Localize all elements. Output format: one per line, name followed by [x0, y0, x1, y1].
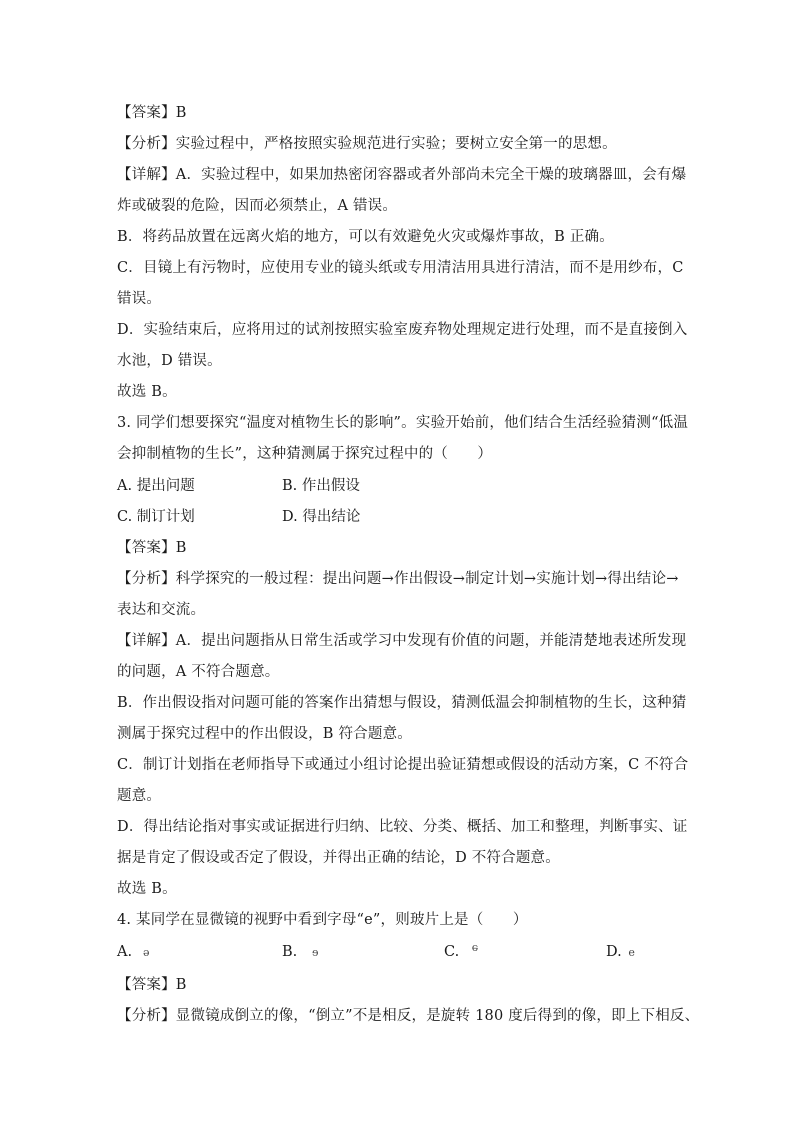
detail-line: 【详解】A．实验过程中，如果加热密闭容器或者外部尚未完全干燥的玻璃器皿，会有爆 [117, 167, 687, 183]
text-line: 据是肯定了假设或否定了假设，并得出正确的结论，D 不符合题意。 [117, 850, 560, 866]
q4-option-a-glyph: e [142, 947, 150, 960]
question-3-line: 3. 同学们想要探究“温度对植物生长的影响”。实验开始前，他们结合生活经验猜测“低温 [117, 415, 689, 431]
q4-option-d-label: D. [606, 944, 622, 960]
q3-option-c: C. 制订计划 [117, 509, 195, 525]
answer-line: 【答案】B [117, 105, 187, 121]
text-line: 错误。 [117, 291, 162, 307]
text-line: D．得出结论指对事实或证据进行归纳、比较、分类、概括、加工和整理，判断事实、证 [117, 819, 688, 835]
text-line: 测属于探究过程中的作出假设，B 符合题意。 [117, 726, 412, 742]
analysis-line: 【分析】实验过程中，严格按照实验规范进行实验；要树立安全第一的思想。 [117, 136, 617, 152]
q4-option-c [444, 942, 478, 963]
q4-option-a [117, 942, 149, 963]
text-line: 炸或破裂的危险，因而必须禁止，A 错误。 [117, 198, 398, 214]
q4-option-c-label: C. [444, 944, 460, 960]
text-line: 题意。 [117, 788, 162, 804]
text-line: D．实验结束后，应将用过的试剂按照实验室废弃物处理规定进行处理，而不是直接倒入 [117, 322, 688, 338]
text-line: 表达和交流。 [117, 602, 206, 618]
question-4-line: 4. 某同学在显微镜的视野中看到字母“e”，则玻片上是（ ） [117, 912, 528, 928]
q4-option-d-glyph: e [628, 946, 635, 959]
q4-option-b-glyph: e [311, 946, 319, 959]
analysis-line: 【分析】显微镜成倒立的像，“倒立”不是相反，是旋转 180 度后得到的像，即上下相反、 [117, 1008, 700, 1024]
q4-option-c-glyph: e [471, 942, 479, 955]
text-line: B．将药品放置在远离火焰的地方，可以有效避免火灾或爆炸事故，B 正确。 [117, 229, 614, 245]
q3-option-a: A. 提出问题 [117, 478, 195, 494]
conclusion-line: 故选 B。 [117, 384, 177, 400]
text-line: C．制订计划指在老师指导下或通过小组讨论提出验证猜想或假设的活动方案，C 不符合 [117, 757, 689, 773]
q4-option-a-label: A. [117, 944, 133, 960]
q3-option-d: D. 得出结论 [282, 509, 361, 525]
q3-option-b: B. 作出假设 [282, 478, 360, 494]
answer-line: 【答案】B [117, 977, 187, 993]
answer-line: 【答案】B [117, 540, 187, 556]
question-3-line: 会抑制植物的生长”，这种猜测属于探究过程中的（ ） [117, 446, 493, 462]
text-line: 水池，D 错误。 [117, 353, 222, 369]
text-line: B．作出假设指对问题可能的答案作出猜想与假设，猜测低温会抑制植物的生长，这种猜 [117, 695, 687, 711]
q4-option-b-label: B. [282, 944, 298, 960]
text-line: 的问题，A 不符合题意。 [117, 664, 280, 680]
q4-option-b [282, 942, 318, 963]
detail-line: 【详解】A．提出问题指从日常生活或学习中发现有价值的问题，并能清楚地表述所发现 [117, 633, 687, 649]
q4-option-d [606, 942, 635, 963]
text-line: C．目镜上有污物时，应使用专业的镜头纸或专用清洁用具进行清洁，而不是用纱布，C [117, 260, 684, 276]
analysis-line: 【分析】科学探究的一般过程：提出问题→作出假设→制定计划→实施计划→得出结论→ [117, 571, 679, 587]
conclusion-line: 故选 B。 [117, 881, 177, 897]
